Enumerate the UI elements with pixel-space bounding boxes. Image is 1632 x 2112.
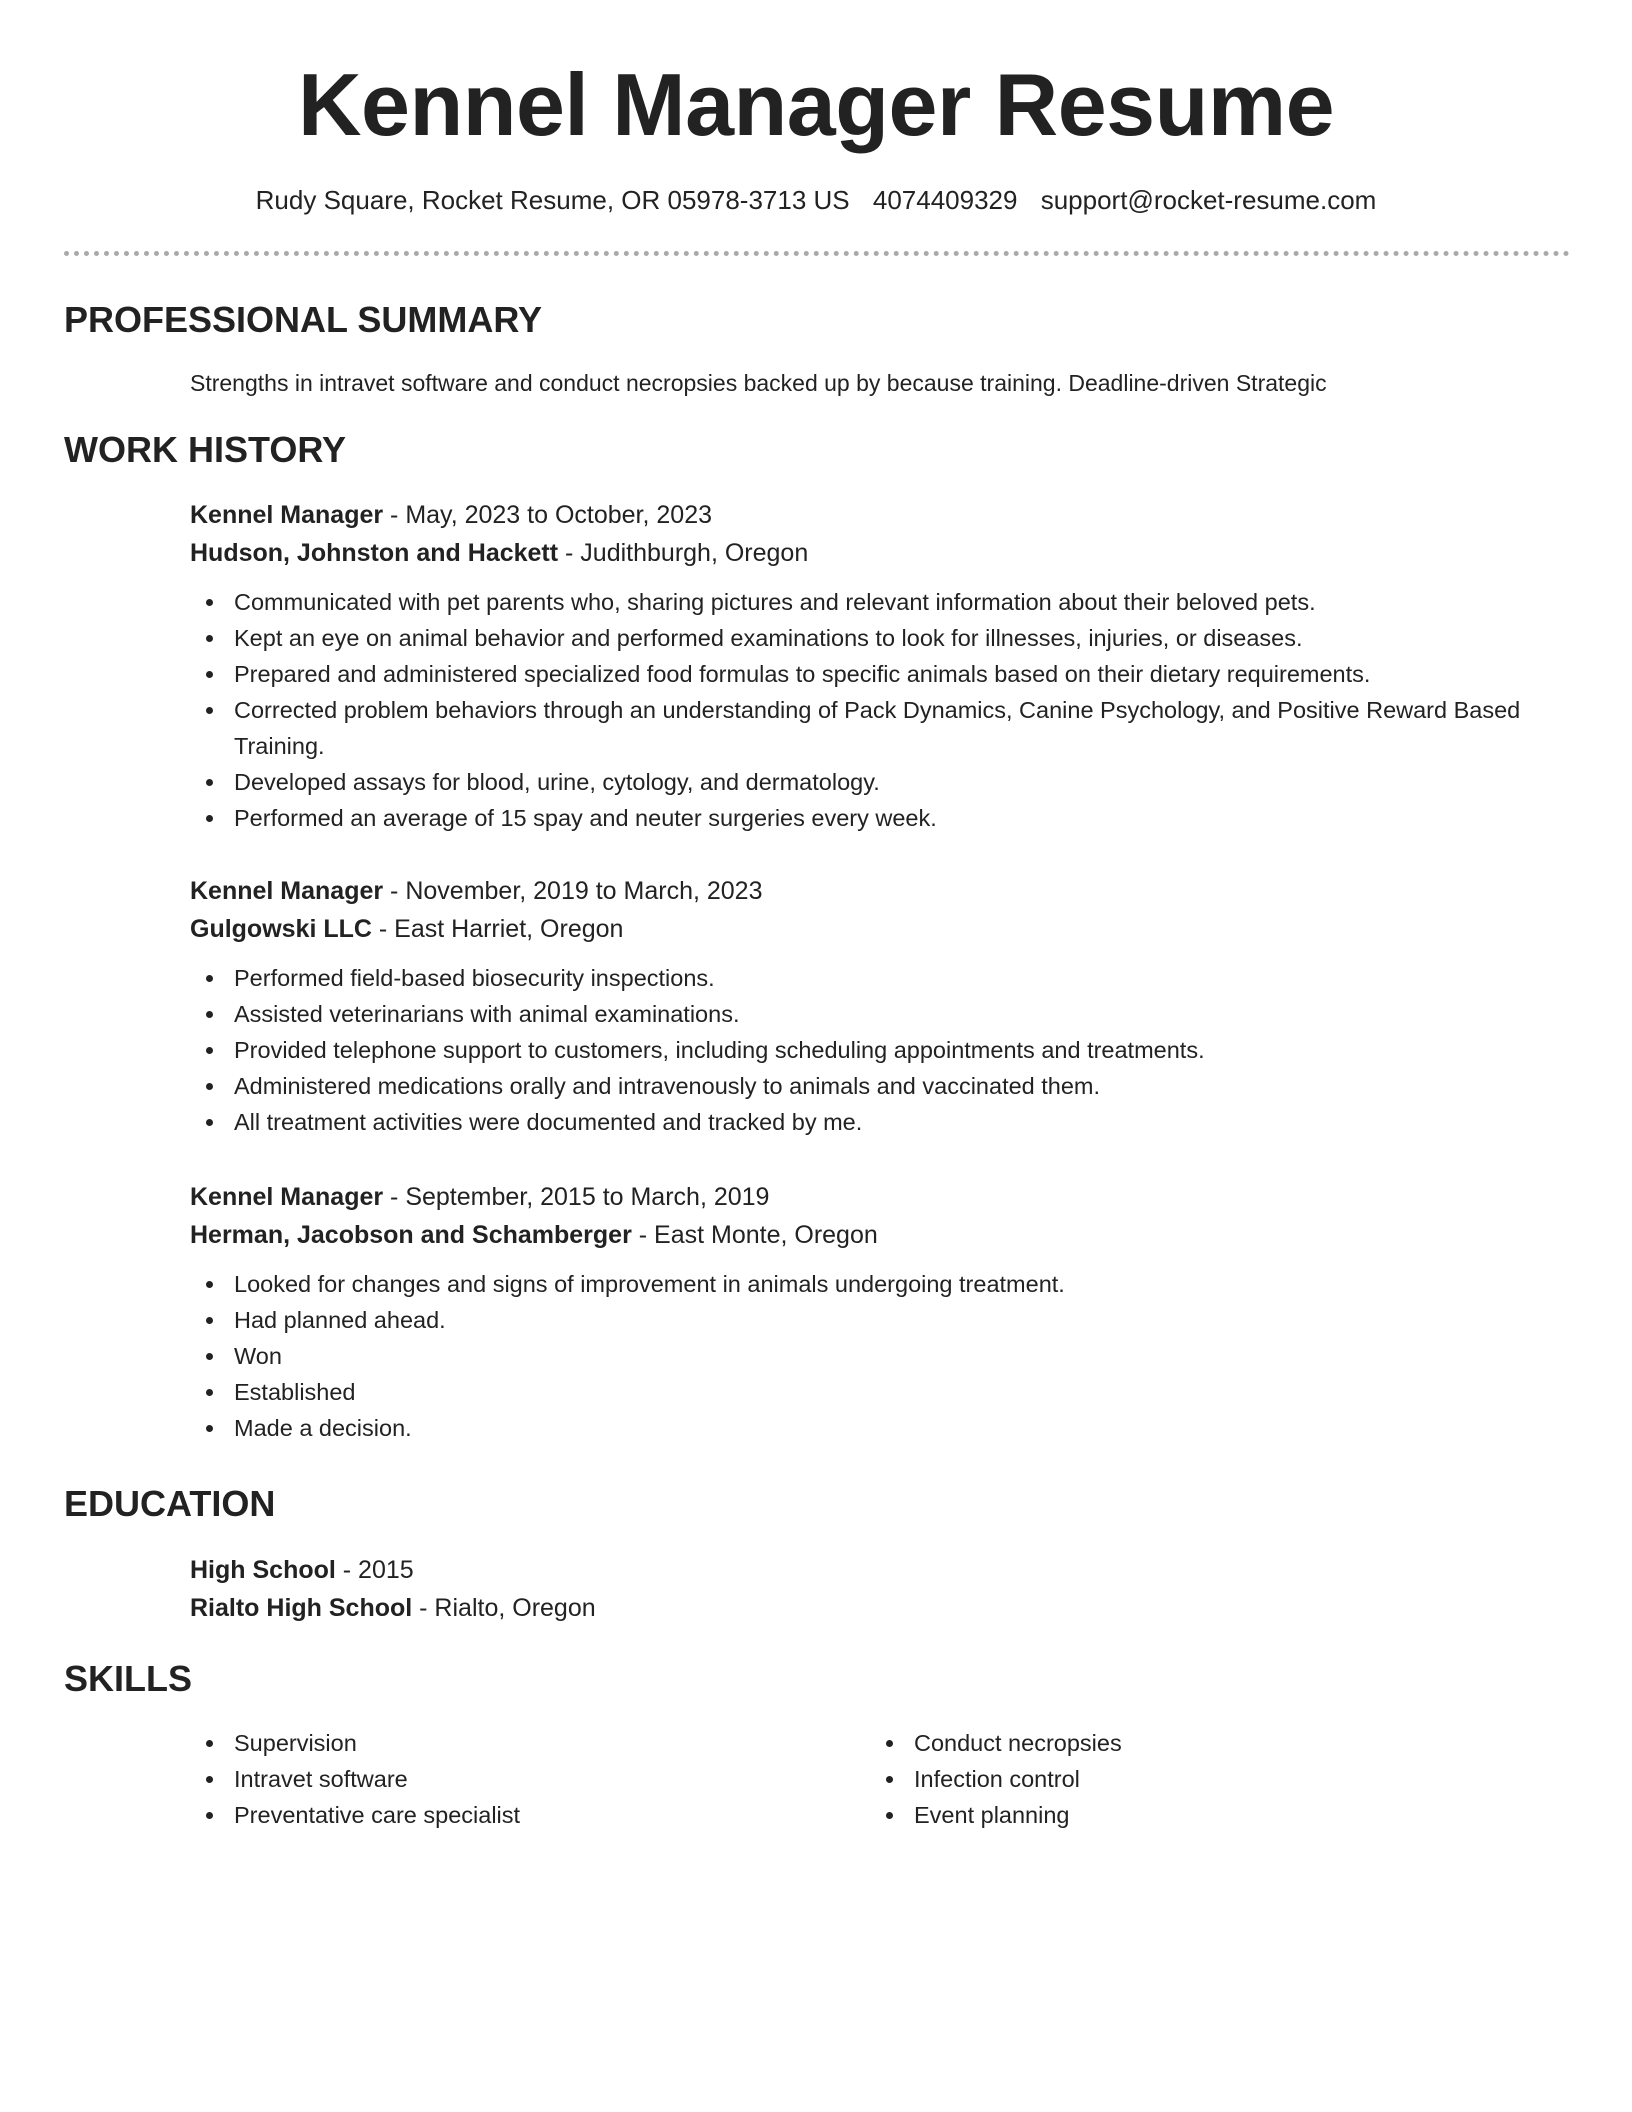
job-location: - Judithburgh, Oregon xyxy=(558,539,809,567)
job-dates: - May, 2023 to October, 2023 xyxy=(383,501,713,529)
job-company: Hudson, Johnston and Hackett xyxy=(190,539,559,567)
job-entry-1 xyxy=(190,496,1530,836)
education-entry xyxy=(190,1551,1530,1627)
list-item: Had planned ahead. xyxy=(190,1302,1530,1338)
education-school: Rialto High School xyxy=(190,1594,413,1622)
list-item: Performed field-based biosecurity inspections. xyxy=(190,960,1530,996)
skills-heading: SKILLS xyxy=(64,1658,193,1699)
skills-list-left xyxy=(190,1725,790,1833)
list-item: Administered medications orally and intravenously to animals and vaccinated them. xyxy=(190,1068,1530,1104)
summary-text: Strengths in intravet software and conduct necropsies backed up by because training. Deadline-driven Strategic xyxy=(190,370,1327,396)
summary-heading: PROFESSIONAL SUMMARY xyxy=(64,299,543,340)
job-company: Herman, Jacobson and Schamberger xyxy=(190,1221,632,1249)
list-item: Performed an average of 15 spay and neuter surgeries every week. xyxy=(190,800,1530,836)
job-title-line xyxy=(190,496,1530,534)
skill-item: Infection control xyxy=(870,1761,1470,1797)
education-location: - Rialto, Oregon xyxy=(412,1594,596,1622)
skill-item: Intravet software xyxy=(190,1761,790,1797)
list-item: Communicated with pet parents who, sharing pictures and relevant information about their beloved pets. xyxy=(190,584,1530,620)
work-history-heading: WORK HISTORY xyxy=(64,429,347,470)
education-school-line xyxy=(190,1589,1530,1627)
education-year: - 2015 xyxy=(335,1556,414,1584)
job-bullets xyxy=(190,1266,1530,1446)
skill-item: Preventative care specialist xyxy=(190,1797,790,1833)
list-item: All treatment activities were documented and tracked by me. xyxy=(190,1104,1530,1140)
skill-item: Event planning xyxy=(870,1797,1470,1833)
list-item: Developed assays for blood, urine, cytology, and dermatology. xyxy=(190,764,1530,800)
contact-phone: 4074409329 xyxy=(872,185,1018,215)
job-bullets xyxy=(190,584,1530,836)
job-entry-2 xyxy=(190,872,1530,1140)
job-entry-3 xyxy=(190,1178,1530,1446)
list-item: Prepared and administered specialized food formulas to specific animals based on their dietary requirements. xyxy=(190,656,1530,692)
contact-email: support@rocket-resume.com xyxy=(1040,185,1377,215)
job-location: - East Monte, Oregon xyxy=(631,1221,878,1249)
list-item: Corrected problem behaviors through an understanding of Pack Dynamics, Canine Psychology, and Positive Reward Based Training. xyxy=(190,692,1530,764)
list-item: Won xyxy=(190,1338,1530,1374)
contact-address: Rudy Square, Rocket Resume, OR 05978-3713 US xyxy=(255,185,850,215)
job-company-line xyxy=(190,1216,1530,1254)
job-dates: - September, 2015 to March, 2019 xyxy=(383,1183,770,1211)
education-heading: EDUCATION xyxy=(64,1483,276,1524)
skills-list-right xyxy=(870,1725,1470,1833)
job-title: Kennel Manager xyxy=(190,501,384,529)
job-dates: - November, 2019 to March, 2023 xyxy=(383,877,763,905)
education-degree-line xyxy=(190,1551,1530,1589)
list-item: Made a decision. xyxy=(190,1410,1530,1446)
resume-title: Kennel Manager Resume xyxy=(297,55,1335,154)
list-item: Provided telephone support to customers, including scheduling appointments and treatments. xyxy=(190,1032,1530,1068)
job-location: - East Harriet, Oregon xyxy=(371,915,624,943)
skill-item: Supervision xyxy=(190,1725,790,1761)
job-title-line xyxy=(190,872,1530,910)
education-degree: High School xyxy=(190,1556,336,1584)
list-item: Established xyxy=(190,1374,1530,1410)
job-company-line xyxy=(190,910,1530,948)
contact-line xyxy=(0,180,1632,220)
job-title: Kennel Manager xyxy=(190,1183,384,1211)
skill-item: Conduct necropsies xyxy=(870,1725,1470,1761)
list-item: Looked for changes and signs of improvement in animals undergoing treatment. xyxy=(190,1266,1530,1302)
job-company: Gulgowski LLC xyxy=(190,915,372,943)
job-company-line xyxy=(190,534,1530,572)
job-title: Kennel Manager xyxy=(190,877,384,905)
list-item: Kept an eye on animal behavior and performed examinations to look for illnesses, injuries, or diseases. xyxy=(190,620,1530,656)
header-divider xyxy=(64,251,1570,256)
job-title-line xyxy=(190,1178,1530,1216)
list-item: Assisted veterinarians with animal examinations. xyxy=(190,996,1530,1032)
job-bullets xyxy=(190,960,1530,1140)
